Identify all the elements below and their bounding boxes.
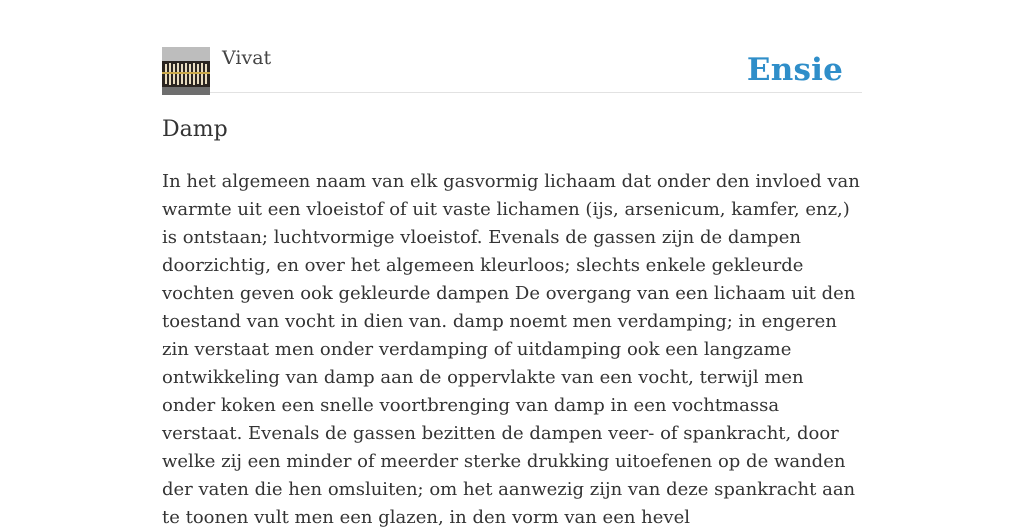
brand-logo[interactable]: Ensie (746, 52, 843, 88)
entry-body: In het algemeen naam van elk gasvormig lichaam dat onder den invloed van warmte uit een vloeistof of uit vaste lichamen (ijs, arsenicum, kamfer, enz,) is ontstaan; luchtvormige vloeistof. Evenals de gassen zijn de dampen doorzichtig, en over het algemeen kleurloos; slechts enkele gekleurde vochten geven ook gekleurde dampen De overgang van een lichaam uit den toestand van vocht in dien van. damp noemt men verdamping; in engeren zin verstaat men onder verdamping of uitdamping ook een langzame ontwikkeling van damp aan de oppervlakte van een vocht, terwijl men onder koken een snelle voortbrenging van damp in een vochtmassa verstaat. Evenals de gassen bezitten de dampen veer- of spankracht, door welke zij een minder of meerder sterke drukking uitoefenen op de wanden der vaten die hen omsluiten; om het aanwezig zijn van deze spankracht aan te toonen vult men een glazen, in den vorm van een hevel (162, 171, 860, 528)
author-avatar[interactable] (162, 47, 210, 95)
author-name[interactable]: Vivat (222, 47, 272, 69)
entry-title: Damp (162, 117, 228, 142)
page (162, 0, 862, 528)
header (162, 46, 862, 93)
book-spines-icon (162, 47, 210, 95)
